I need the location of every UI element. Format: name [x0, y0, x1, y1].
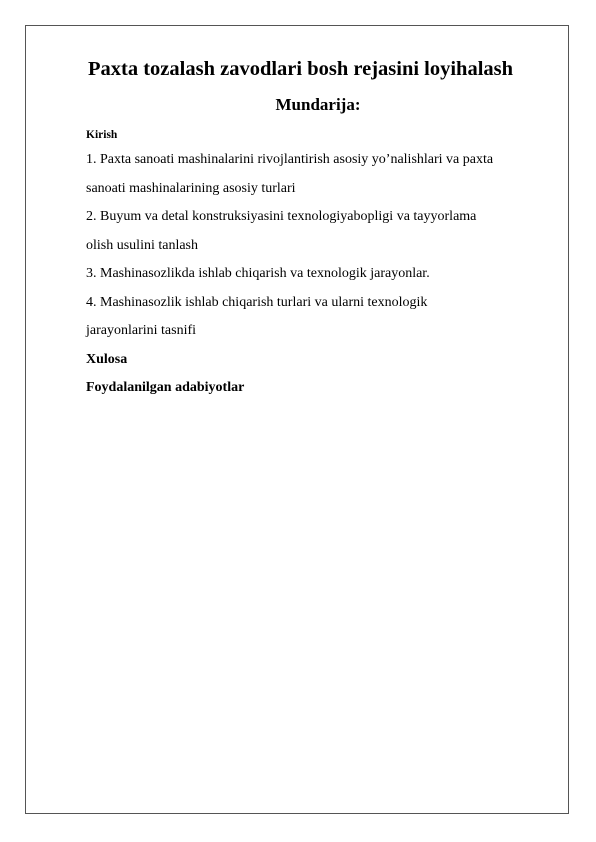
toc-item-1-line-2: sanoati mashinalarining asosiy turlari: [86, 180, 296, 196]
toc-item-3-line-1: 3. Mashinasozlikda ishlab chiqarish va texnologik jarayonlar.: [86, 266, 430, 281]
toc-item-intro: Kirish: [86, 129, 118, 141]
toc-item-references: Foydalanilgan adabiyotlar: [86, 380, 245, 395]
toc-item-4-line-1: 4. Mashinasozlik ishlab chiqarish turlari va ularni texnologik: [86, 294, 428, 310]
toc-item-1-line-1: 1. Paxta sanoati mashinalarini rivojlantirish asosiy yo’nalishlari va paxta: [86, 152, 494, 167]
table-of-contents: [86, 124, 556, 403]
toc-heading: Mundarija:: [275, 95, 361, 114]
document-title: Paxta tozalash zavodlari bosh rejasini loyihalash: [88, 58, 514, 80]
toc-item-4-line-2: jarayonlarini tasnifi: [86, 323, 197, 338]
toc-item-conclusion: Xulosa: [86, 351, 128, 367]
toc-item-2-line-1: 2. Buyum va detal konstruksiyasini texnologiyabopligi va tayyorlama: [86, 209, 477, 224]
toc-item-2-line-2: olish usulini tanlash: [86, 237, 198, 253]
